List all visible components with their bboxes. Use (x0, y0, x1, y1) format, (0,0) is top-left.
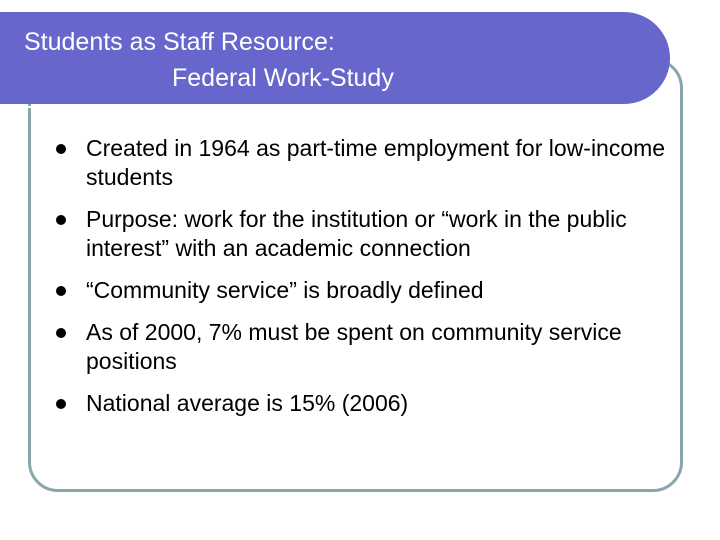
bullet-text: Created in 1964 as part-time employment for low-income students (86, 135, 666, 190)
bullet-dot-icon (56, 215, 66, 225)
bullet-text: “Community service” is broadly defined (86, 277, 484, 303)
bullet-text: National average is 15% (2006) (86, 390, 409, 416)
bullet-item (54, 389, 674, 418)
bullet-dot-icon (56, 399, 66, 409)
slide-title-line-2: Federal Work-Study (172, 64, 394, 92)
bullet-list (54, 134, 674, 431)
bullet-item (54, 134, 674, 192)
bullet-item (54, 276, 674, 305)
bullet-item (54, 205, 674, 263)
bullet-dot-icon (56, 286, 66, 296)
title-underline (0, 106, 596, 108)
bullet-dot-icon (56, 328, 66, 338)
bullet-item (54, 318, 674, 376)
bullet-dot-icon (56, 144, 66, 154)
slide-title-line-1: Students as Staff Resource: (24, 28, 335, 56)
bullet-text: As of 2000, 7% must be spent on community service positions (86, 319, 622, 374)
bullet-text: Purpose: work for the institution or “work in the public interest” with an academic connection (86, 206, 627, 261)
